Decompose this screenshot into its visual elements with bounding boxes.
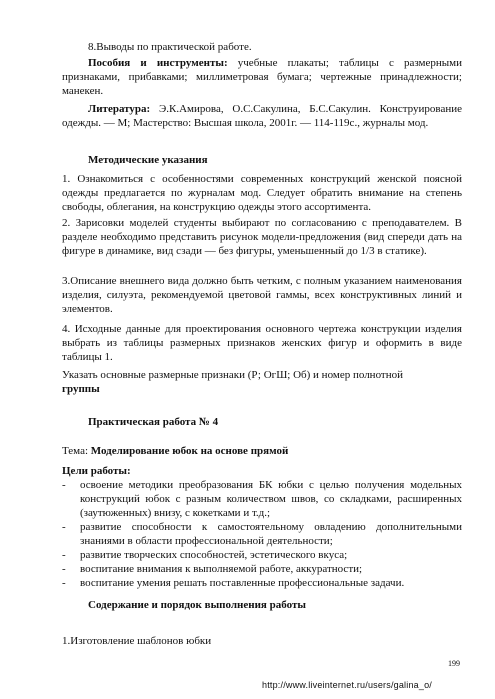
- practical-work-heading: Практическая работа № 4: [88, 416, 219, 428]
- literature-text: Э.К.Амирова, О.С.Сакулина, Б.С.Сакулин. Конструирование одежды. — М; Мастерство: Высшая школа, 2001г. — 114-119с., журналы мод.: [62, 103, 462, 129]
- list-item: [62, 548, 462, 562]
- literature-label: Литература:: [88, 103, 151, 115]
- aids-paragraph: [62, 56, 462, 98]
- topic-label: Тема:: [62, 445, 91, 457]
- aids-label: Пособия и инструменты:: [88, 57, 228, 69]
- goal-text: освоение методики преобразования БК юбки с целью получения модельных конструкций юбок с разным количеством швов, со складками, расширенных (заутюженных) внизу, с кокетками и т.д.;: [80, 479, 462, 519]
- dash-bullet-icon: -: [62, 563, 66, 575]
- item-8-conclusions: 8.Выводы по практической работе.: [88, 41, 252, 53]
- goals-heading: Цели работы:: [62, 465, 131, 477]
- goal-text: воспитание внимания к выполняемой работе, аккуратности;: [80, 563, 363, 575]
- method-item-5-text: Указать основные размерные признаки (Р; ОгШ; Об) и номер полнотной: [62, 369, 404, 381]
- source-url: http://www.liveinternet.ru/users/galina_o/: [262, 680, 432, 690]
- step-1: 1.Изготовление шаблонов юбки: [62, 635, 212, 647]
- dash-bullet-icon: -: [62, 577, 66, 589]
- content-heading: Содержание и порядок выполнения работы: [88, 599, 306, 611]
- method-heading: Методические указания: [88, 154, 208, 166]
- dash-bullet-icon: -: [62, 549, 66, 561]
- goal-text: воспитание умения решать поставленные профессиональные задачи.: [80, 577, 405, 589]
- method-item-1: 1. Ознакомиться с особенностями современных конструкций женской поясной одежды предлагается по журналам мод. Следует обратить внимание на степень свободы, облегания, на конструкцию одежды этого ассортимента.: [62, 173, 462, 213]
- list-item: [62, 520, 462, 548]
- list-item: [62, 562, 462, 576]
- literature-paragraph: [62, 102, 462, 130]
- goal-text: развитие творческих способностей, эстетического вкуса;: [80, 549, 348, 561]
- method-item-2: 2. Зарисовки моделей студенты выбирают по согласованию с преподавателем. В разделе необходимо представить рисунок модели-предложения (вид спереди дать на фигуре в динамике, вид сзади — без фигуры, уменьшенный до 1/3 в статике).: [62, 217, 462, 257]
- list-item: [62, 478, 462, 520]
- list-item: [62, 576, 462, 590]
- method-item-4: 4. Исходные данные для проектирования основного чертежа конструкции изделия выбрать из таблицы размерных признаков женских фигур и оформить в виде таблицы 1.: [62, 323, 462, 363]
- aids-text: учебные плакаты; таблицы с размерными признаками, прибавками; миллиметровая бумага; чертежные принадлежности; манекен.: [62, 57, 463, 97]
- method-item-3: 3.Описание внешнего вида должно быть четким, с полным указанием наименования изделия, силуэта, рекомендуемой цветовой гаммы, всех конструктивных линий и элементов.: [62, 275, 462, 315]
- dash-bullet-icon: -: [62, 521, 66, 533]
- topic-line: [62, 444, 462, 458]
- goals-list: [62, 478, 462, 590]
- goal-text: развитие способности к самостоятельному овладению дополнительными знаниями в области профессиональной деятельности;: [80, 521, 462, 547]
- method-item-5: [62, 368, 462, 396]
- dash-bullet-icon: -: [62, 479, 66, 491]
- topic-text: Моделирование юбок на основе прямой: [90, 445, 289, 457]
- method-item-5-tail: группы: [62, 383, 100, 395]
- page-number: 199: [448, 659, 460, 668]
